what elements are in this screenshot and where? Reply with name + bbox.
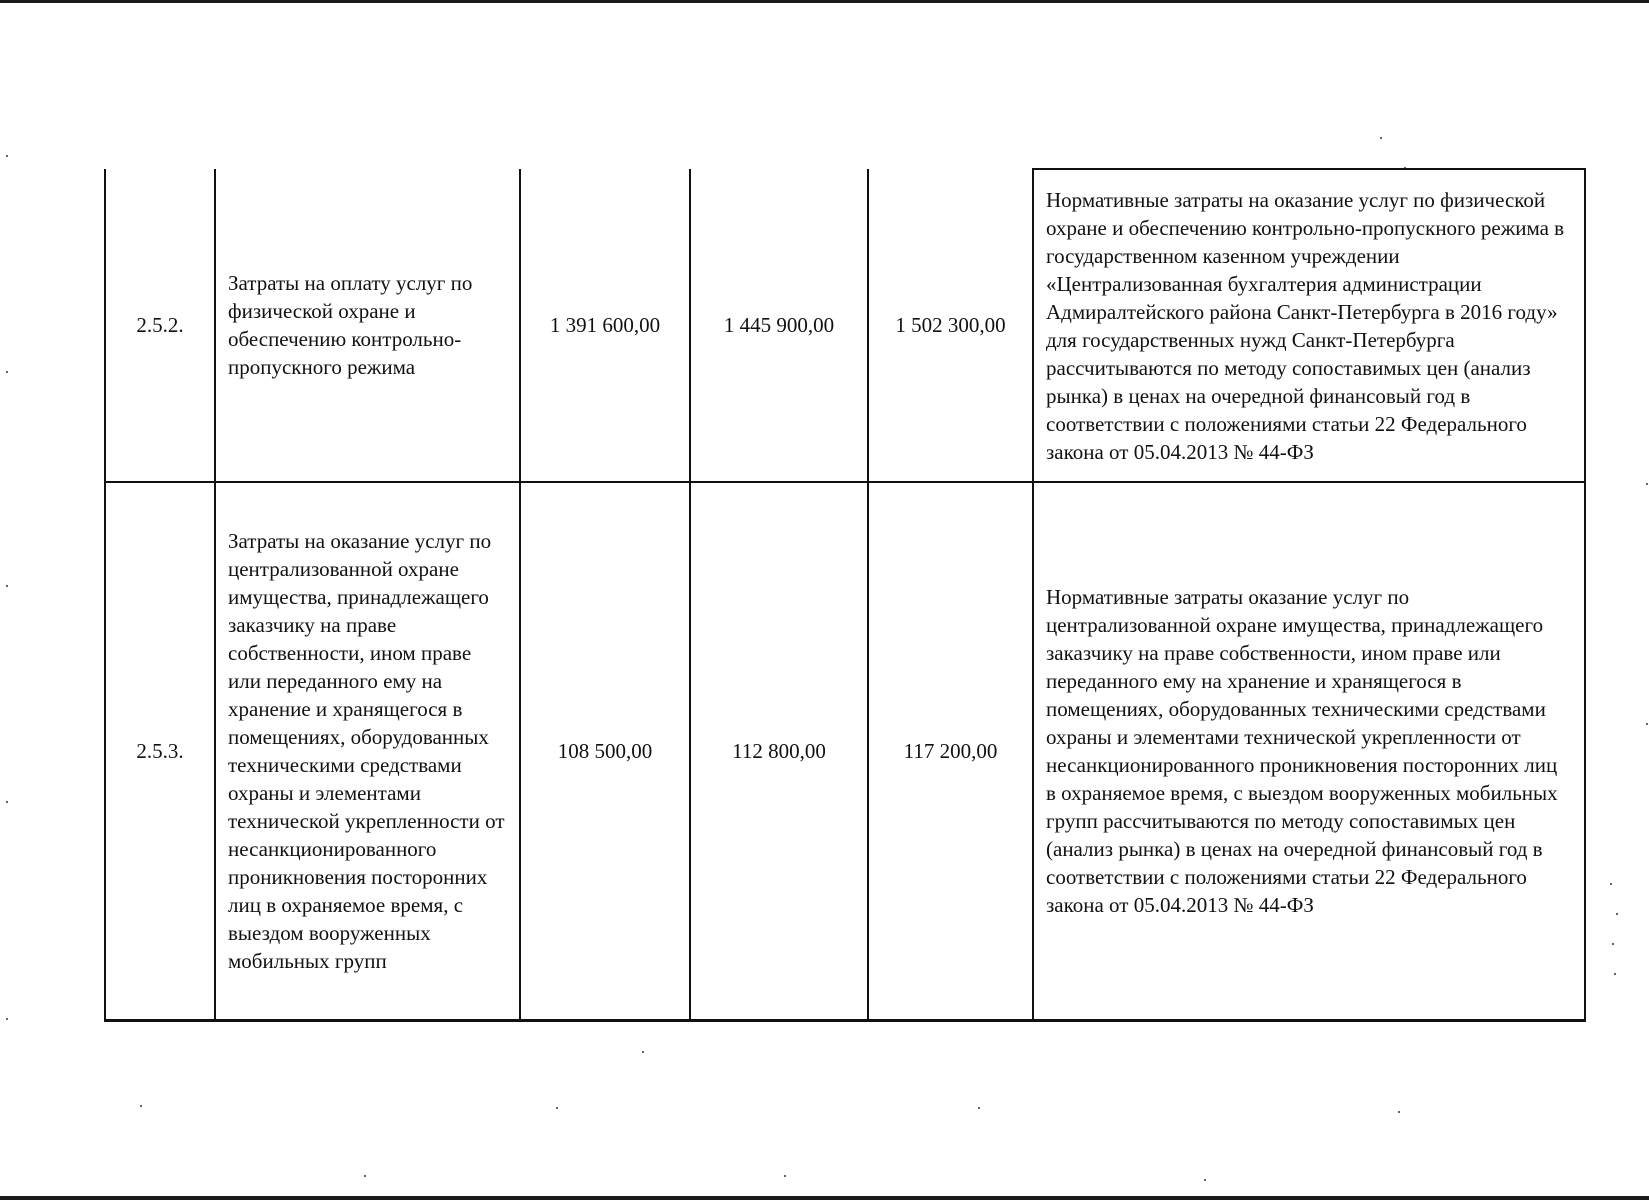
amount-cell-year-1 <box>520 482 690 1020</box>
amount-year-2: 1 445 900,00 <box>723 313 835 337</box>
scan-speck <box>6 371 8 373</box>
amount-year-1: 1 391 600,00 <box>549 313 661 337</box>
cost-name-cell <box>215 169 520 482</box>
scan-speck <box>1646 723 1648 725</box>
scan-speck <box>1610 883 1612 885</box>
calculation-method-cell <box>1033 482 1585 1020</box>
scan-speck <box>140 1105 142 1107</box>
scan-speck <box>6 1018 8 1020</box>
amount-year-2: 112 800,00 <box>732 738 826 763</box>
scan-speck <box>1646 483 1648 485</box>
cost-name-cell <box>215 482 520 1020</box>
scan-speck <box>6 801 8 803</box>
cost-name: Затраты на оплату услуг по физической охране и обеспечению контрольно-пропускного режима <box>228 271 473 379</box>
scan-speck <box>6 155 8 157</box>
scan-speck <box>1204 1179 1206 1181</box>
cost-name: Затраты на оказание услуг по централизованной охране имущества, принадлежащего заказчику на праве собственности, ином праве или переданного ему на хранение и хранящегося в помещениях, оборудованных техническими средствами охраны и элементами технической укрепленности от несанкционированного проникновения посторонних лиц в охраняемое время, с выездом вооруженных мобильных групп <box>228 528 505 973</box>
amount-cell-year-2 <box>690 169 868 482</box>
amount-cell-year-1 <box>520 169 690 482</box>
scan-speck <box>642 1051 644 1053</box>
amount-cell-year-3 <box>868 169 1033 482</box>
calculation-method-cell <box>1033 169 1585 482</box>
amount-year-3: 1 502 300,00 <box>895 313 1006 337</box>
scan-speck <box>1380 137 1382 139</box>
calculation-method: Нормативные затраты на оказание услуг по физической охране и обеспечению контрольно-пропускного режима в государственном казенном учреждении «Централизованная бухгалтерия администрации Адмиралтейского района Санкт-Петербурга в 2016 году» для государственных нужд Санкт-Петербурга рассчитываются по методу сопоставимых цен (анализ рынка) в ценах на очередной финансовый год в соответствии с положениями статьи 22 Федерального закона от 05.04.2013 № 44-ФЗ <box>1046 187 1565 464</box>
scan-speck <box>364 1175 366 1177</box>
table-row <box>105 482 1585 1020</box>
amount-year-1: 108 500,00 <box>557 738 653 763</box>
scan-speck <box>556 1107 558 1109</box>
scan-speck <box>1612 943 1614 945</box>
scan-speck <box>1616 913 1618 915</box>
table-row <box>105 169 1585 482</box>
amount-year-3: 117 200,00 <box>903 738 998 763</box>
amount-cell-year-3 <box>868 482 1033 1020</box>
scan-speck <box>1398 1111 1400 1113</box>
scan-speck <box>978 1107 980 1109</box>
row-number-cell <box>105 169 215 482</box>
scan-speck <box>1614 973 1616 975</box>
scan-speck <box>6 585 8 587</box>
row-number: 2.5.3. <box>136 738 184 763</box>
cost-norms-table <box>104 168 1586 1022</box>
row-number-cell <box>105 482 215 1020</box>
row-number: 2.5.2. <box>136 313 184 337</box>
amount-cell-year-2 <box>690 482 868 1020</box>
calculation-method: Нормативные затраты оказание услуг по централизованной охране имущества, принадлежащего заказчику на праве собственности, ином праве или переданного ему на хранение и хранящегося в помещениях, оборудованных техническими средствами охраны и элементами технической укрепленности от несанкционированного проникновения посторонних лиц в охраняемое время, с выездом вооруженных мобильных групп рассчитываются по методу сопоставимых цен (анализ рынка) в ценах на очередной финансовый год в соответствии с положениями статьи 22 Федерального закона от 05.04.2013 № 44-ФЗ <box>1046 584 1558 917</box>
scan-speck <box>784 1175 786 1177</box>
